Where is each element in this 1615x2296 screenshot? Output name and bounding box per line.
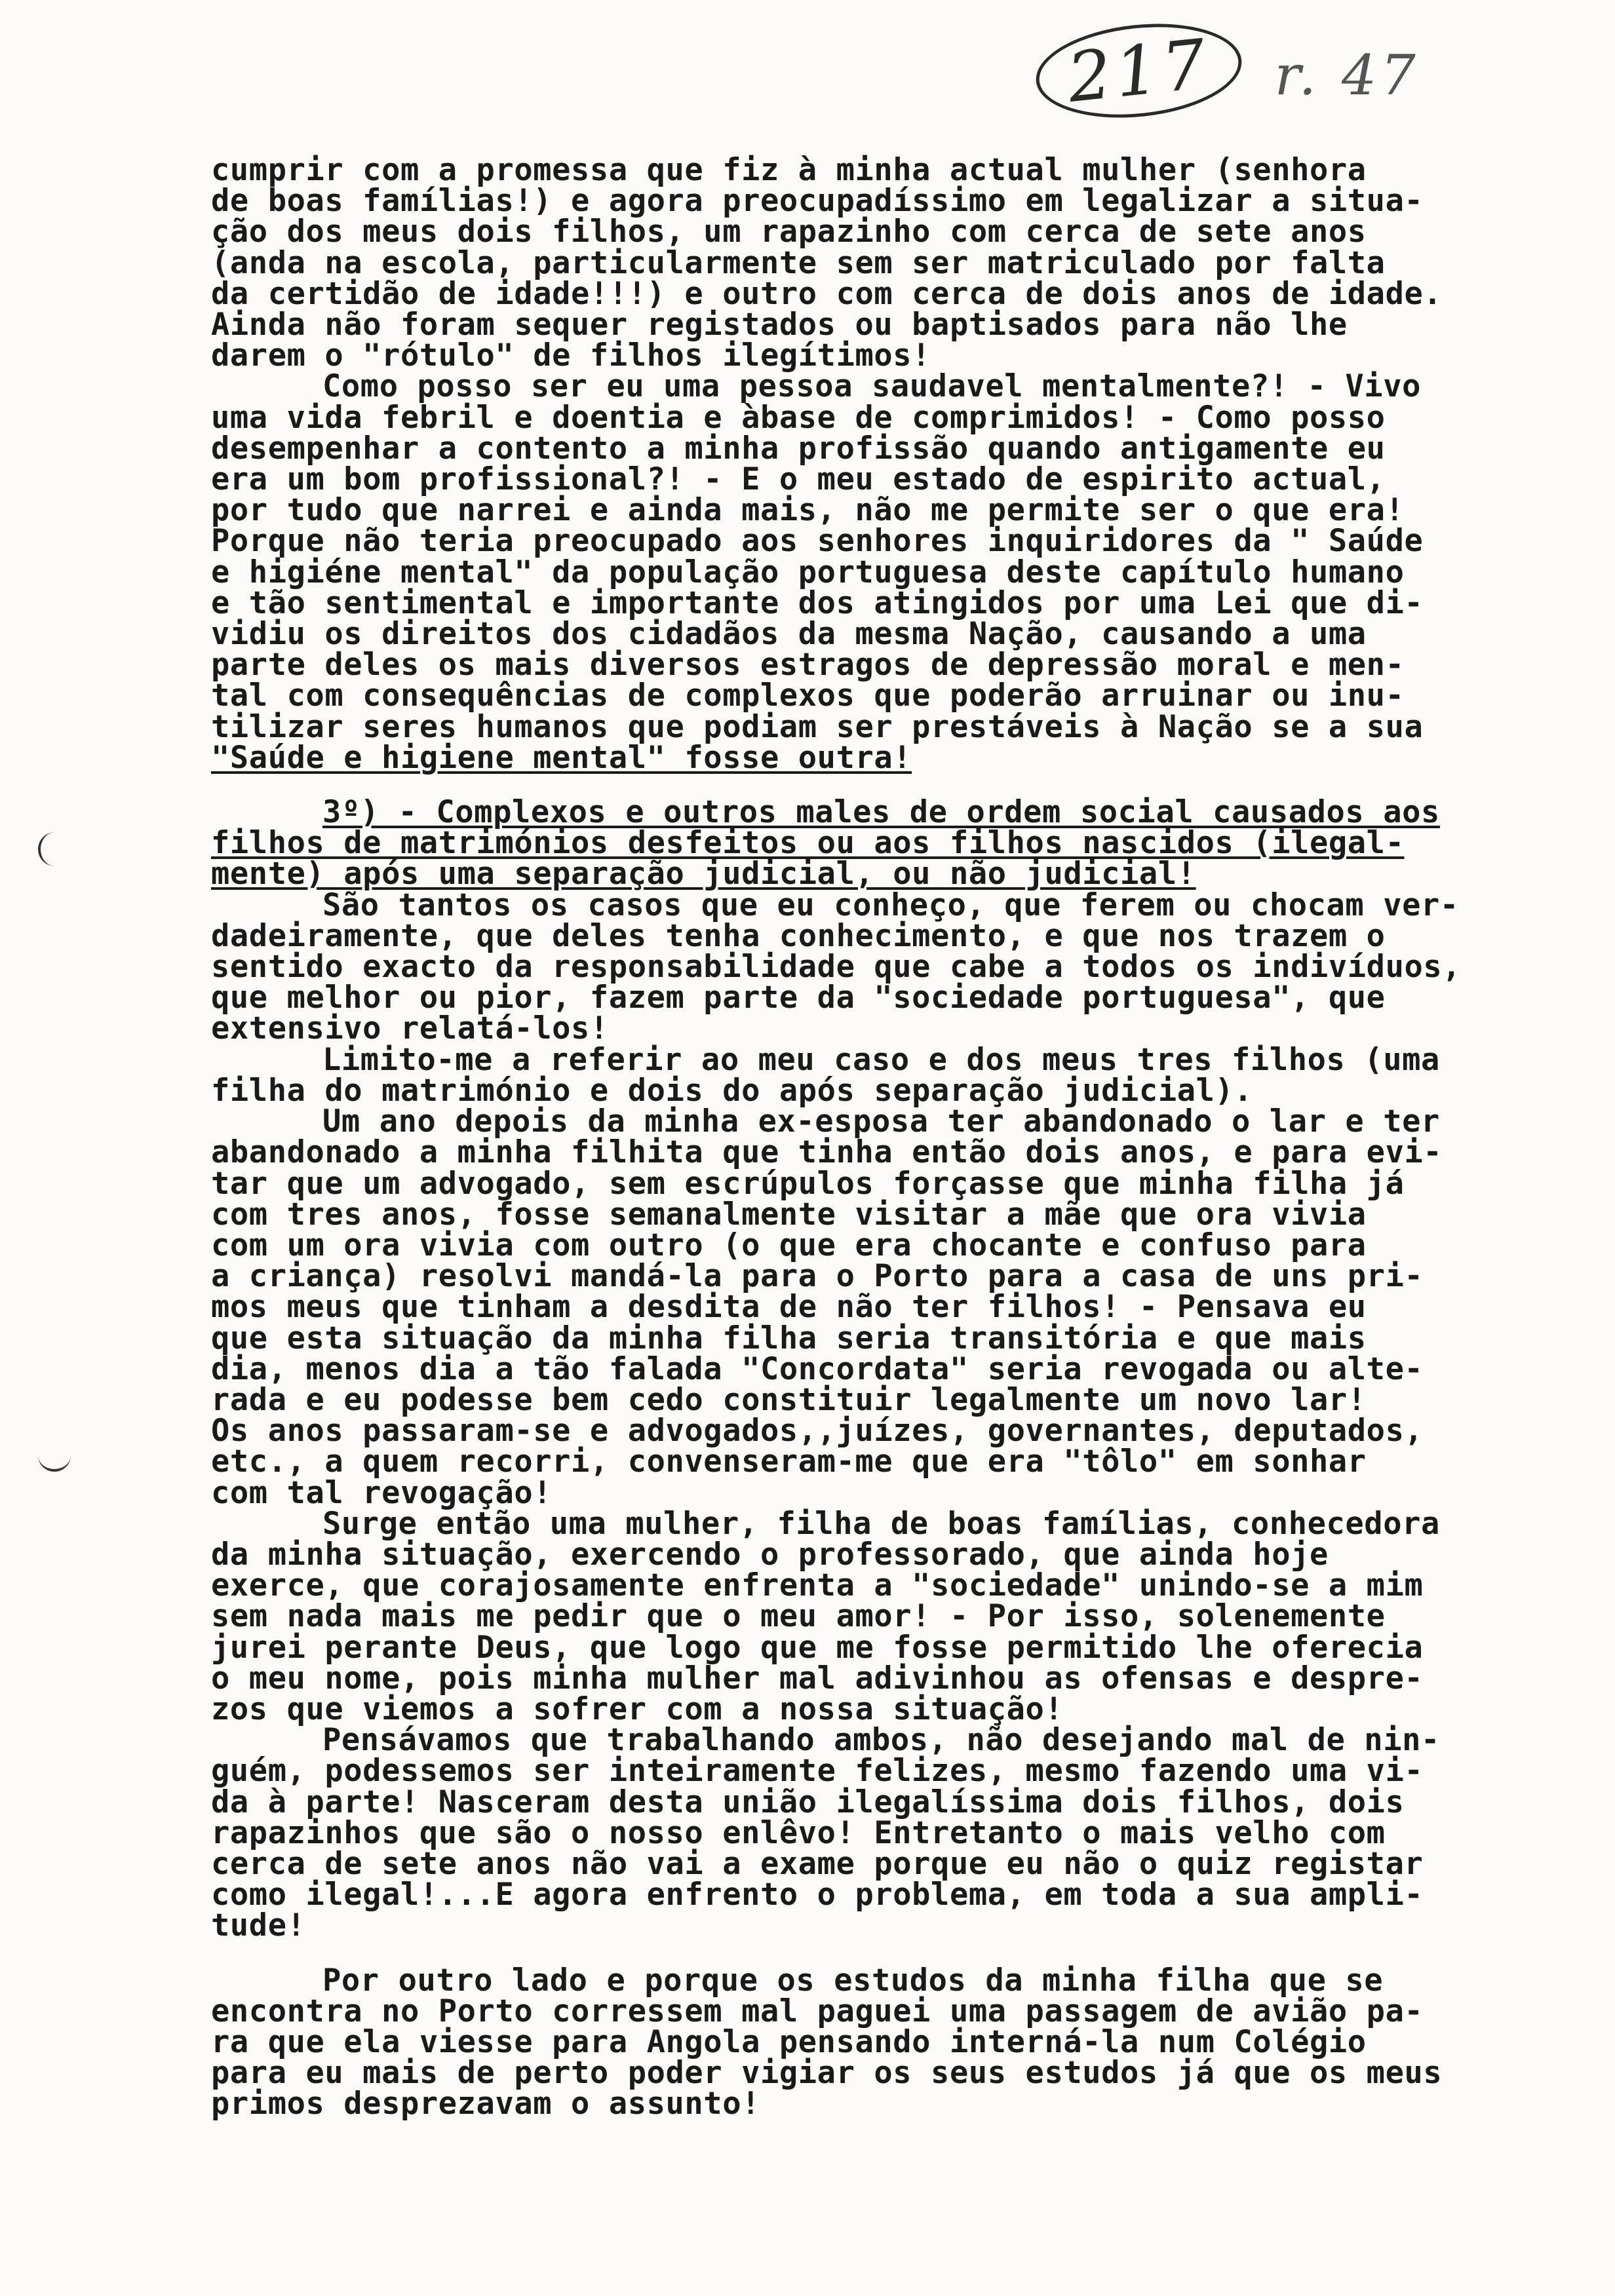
text-line: ção dos meus dois filhos, um rapazinho com cerca de sete anos	[211, 214, 1367, 250]
text-line: zos que viemos a sofrer com a nossa situação!	[211, 1691, 1064, 1727]
text-line: para eu mais de perto poder vigiar os seus estudos já que os meus	[211, 2055, 1443, 2092]
text-line: (anda na escola, particularmente sem ser matriculado por falta	[211, 244, 1386, 281]
text-line: uma vida febril e doentia e àbase de comprimidos! - Como posso	[211, 399, 1386, 436]
text-line: e higiéne mental" da população portuguesa deste capítulo humano	[211, 554, 1405, 590]
text-line: o meu nome, pois minha mulher mal adivinhou as ofensas e despre-	[211, 1660, 1424, 1696]
section-heading	[211, 856, 1601, 892]
text-line: Porque não teria preocupado aos senhores inquiridores da " Saúde	[211, 523, 1424, 560]
text-line: de boas famílias!) e agora preocupadíssimo em legalizar a situa-	[211, 183, 1424, 220]
text-line: extensivo relatá-los!	[211, 1010, 609, 1047]
text-line: com tres anos, fosse semanalmente visitar a mãe que ora vivia	[211, 1196, 1367, 1233]
text-line: da à parte! Nasceram desta união ilegalíssima dois filhos, dois	[211, 1784, 1405, 1820]
text-line: como ilegal!...E agora enfrento o problema, em toda a sua ampli-	[211, 1877, 1424, 1913]
text-line: Pensávamos que trabalhando ambos, não desejando mal de nin-	[322, 1722, 1440, 1759]
text-line: mos meus que tinham a desdita de não ter filhos! - Pensava eu	[211, 1289, 1367, 1326]
text-line: da certidão de idade!!!) e outro com cerca de dois anos de idade.	[211, 275, 1443, 312]
text-line: da minha situação, exercendo o professorado, que ainda hoje	[211, 1536, 1329, 1573]
text-line: jurei perante Deus, que logo que me fosse permitido lhe oferecia	[211, 1629, 1424, 1666]
underlined-text: filhos de matrimónios desfeitos ou aos filhos nascidos (ilegal-	[211, 825, 1405, 862]
text-line: e tão sentimental e importante dos atingidos por uma Lei que di-	[211, 584, 1424, 621]
underlined-text: mente) após uma separação judicial, ou não judicial!	[211, 856, 1196, 892]
text-line: sem nada mais me pedir que o meu amor! - Por isso, solenemente	[211, 1598, 1386, 1635]
text-line: Os anos passaram-se e advogados,,juízes, governantes, deputados,	[211, 1413, 1424, 1449]
text-line: ra que ela viesse para Angola pensando interná-la num Colégio	[211, 2023, 1367, 2060]
text-line: Um ano depois da minha ex-esposa ter abandonado o lar e ter	[322, 1103, 1440, 1140]
text-line: com tal revogação!	[211, 1474, 553, 1511]
text-line: tilizar seres humanos que podiam ser prestáveis à Nação se a sua	[211, 708, 1424, 745]
section-heading	[211, 825, 1601, 862]
text-line	[211, 739, 1601, 776]
text-line: exerce, que corajosamente enfrenta a "sociedade" unindo-se a mim	[211, 1567, 1424, 1604]
text-line: Surge então uma mulher, filha de boas famílias, conhecedora	[322, 1505, 1440, 1542]
text-line: sentido exacto da responsabilidade que cabe a todos os indivíduos,	[211, 949, 1462, 985]
text-line: desempenhar a contento a minha profissão quando antigamente eu	[211, 430, 1386, 467]
text-line: tar que um advogado, sem escrúpulos forçasse que minha filha já	[211, 1165, 1405, 1202]
page-number: 217	[1032, 14, 1246, 127]
text-line: Por outro lado e porque os estudos da minha filha que se	[322, 1962, 1384, 1999]
text-line: rada e eu podesse bem cedo constituir legalmente um novo lar!	[211, 1381, 1367, 1418]
reference-mark: r. 47	[1274, 43, 1420, 107]
text-line: que melhor ou pior, fazem parte da "sociedade portuguesa", que	[211, 980, 1386, 1016]
text-line: abandonado a minha filhita que tinha então dois anos, e para evi-	[211, 1134, 1443, 1171]
text-line: tal com consequências de complexos que poderão arruinar ou inu-	[211, 678, 1405, 714]
section-heading	[211, 794, 1601, 831]
text-line: cerca de sete anos não vai a exame porque eu não o quiz registar	[211, 1845, 1424, 1882]
text-line: parte deles os mais diversos estragos de depressão moral e men-	[211, 647, 1405, 683]
underlined-text: 3º) - Complexos e outros males de ordem social causados aos	[322, 794, 1440, 831]
text-line: guém, podessemos ser inteiramente felizes, mesmo fazendo uma vi-	[211, 1753, 1424, 1789]
text-line: com um ora vivia com outro (o que era chocante e confuso para	[211, 1227, 1367, 1263]
text-line: primos desprezavam o assunto!	[211, 2086, 760, 2122]
handwritten-annotation	[1036, 25, 1420, 117]
margin-mark	[38, 832, 63, 866]
text-line: filha do matrimónio e dois do após separação judicial).	[211, 1072, 1253, 1109]
text-line: darem o "rótulo" de filhos ilegítimos!	[211, 337, 931, 374]
text-line: a criança) resolvi mandá-la para o Porto para a casa de uns pri-	[211, 1258, 1424, 1295]
text-line: era um bom profissional?! - E o meu estado de espirito actual,	[211, 461, 1386, 498]
underlined-text: "Saúde e higiene mental" fosse outra!	[211, 739, 912, 776]
text-line: etc., a quem recorri, convenseram-me que era "tôlo" em sonhar	[211, 1444, 1367, 1480]
text-line: Como posso ser eu uma pessoa saudavel mentalmente?! - Vivo	[322, 368, 1421, 405]
text-line: vidiu os direitos dos cidadãos da mesma Nação, causando a uma	[211, 616, 1367, 653]
text-line: São tantos os casos que eu conheço, que ferem ou chocam ver-	[322, 887, 1459, 923]
text-line: Ainda não foram sequer registados ou baptisados para não lhe	[211, 307, 1348, 343]
text-line: dia, menos dia a tão falada "Concordata" seria revogada ou alte-	[211, 1350, 1424, 1387]
text-line: rapazinhos que são o nosso enlêvo! Entretanto o mais velho com	[211, 1814, 1386, 1851]
typewritten-page	[211, 152, 1601, 2122]
text-line: por tudo que narrei e ainda mais, não me permite ser o que era!	[211, 492, 1405, 529]
text-line: dadeiramente, que deles tenha conhecimento, e que nos trazem o	[211, 917, 1386, 954]
text-line: que esta situação da minha filha seria transitória e que mais	[211, 1320, 1367, 1356]
text-line: Limito-me a referir ao meu caso e dos meus tres filhos (uma	[322, 1041, 1440, 1078]
text-line: tude!	[211, 1907, 306, 1944]
text-line: cumprir com a promessa que fiz à minha actual mulher (senhora	[211, 152, 1367, 188]
margin-mark	[38, 1455, 71, 1472]
text-line: encontra no Porto corressem mal paguei uma passagem de avião pa-	[211, 1993, 1424, 2029]
